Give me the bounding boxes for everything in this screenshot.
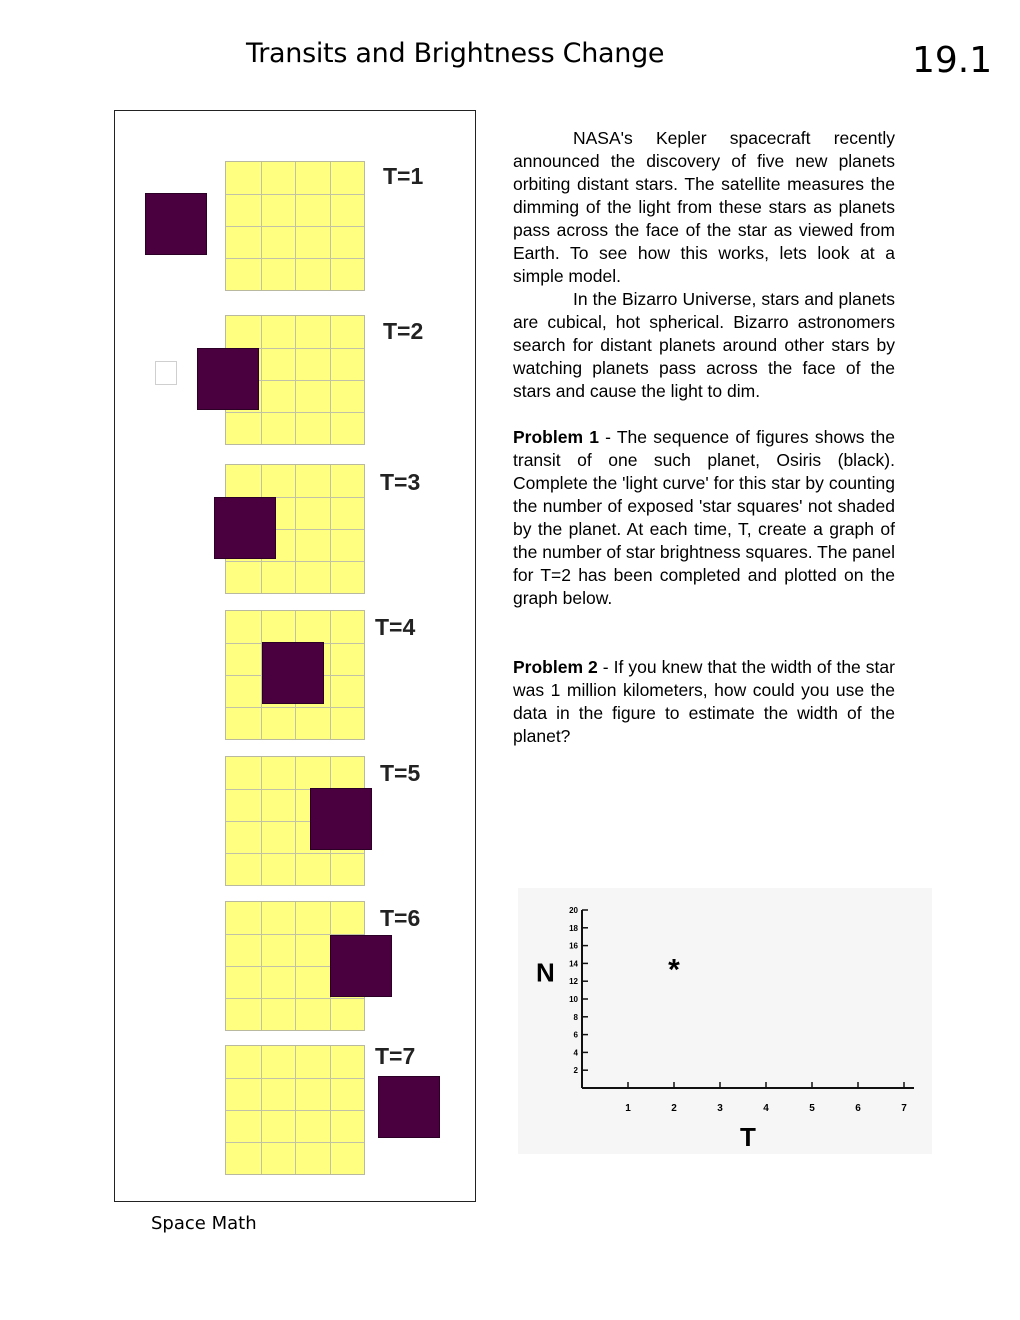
page-title: Transits and Brightness Change xyxy=(246,38,665,69)
y-tick-label: 8 xyxy=(573,1012,578,1022)
problem-1-label: Problem 1 xyxy=(513,427,599,447)
problem-1-text: - The sequence of figures shows the transit of one such planet, Osiris (black). Complete the 'light curve' for this star by counting the number of exposed 'star squares' not shaded by the planet. At each time, T, create a graph of the number of star brightness squares. The panel for T=2 has been completed and plotted on the graph below. xyxy=(513,427,895,608)
x-axis-label: T xyxy=(740,1122,756,1152)
grid-line xyxy=(330,316,331,444)
problem-2-text: - If you knew that the width of the star was 1 million kilometers, how could you use the data in the figure to estimate the width of the planet? xyxy=(513,657,895,746)
planet-osiris xyxy=(145,193,207,255)
x-tick-label: 5 xyxy=(809,1103,815,1114)
grid-line xyxy=(226,561,364,562)
grid-line xyxy=(330,611,331,739)
transit-figure xyxy=(114,110,476,1202)
time-label: T=6 xyxy=(380,905,421,931)
grid-line xyxy=(226,412,364,413)
footer: Space Math xyxy=(151,1213,257,1234)
ghost-square xyxy=(155,361,177,385)
grid-line xyxy=(226,998,364,999)
grid-line xyxy=(226,1110,364,1111)
y-tick-label: 6 xyxy=(573,1030,578,1040)
time-label: T=5 xyxy=(380,760,421,786)
grid-line xyxy=(330,465,331,593)
grid-line xyxy=(226,707,364,708)
grid-line xyxy=(330,1046,331,1174)
y-axis-label: N xyxy=(536,957,555,988)
star-grid xyxy=(225,161,365,291)
problem-2 xyxy=(513,656,895,748)
intro-paragraph-2: In the Bizarro Universe, stars and planets are cubical, hot spherical. Bizarro astronomers search for distant planets around other stars by watching planets pass across the face of the stars and cause the light to dim. xyxy=(513,289,895,401)
y-tick-label: 16 xyxy=(569,941,578,951)
grid-line xyxy=(226,853,364,854)
page-number: 19.1 xyxy=(912,40,993,81)
time-label: T=3 xyxy=(380,469,421,495)
grid-line xyxy=(226,226,364,227)
y-tick-label: 2 xyxy=(573,1066,578,1076)
y-tick-label: 20 xyxy=(569,906,578,915)
text-column xyxy=(513,127,895,748)
y-tick-label: 14 xyxy=(569,959,578,969)
light-curve-svg xyxy=(518,888,932,1154)
planet-osiris xyxy=(197,348,259,410)
time-label: T=4 xyxy=(375,614,416,640)
problem-2-label: Problem 2 xyxy=(513,657,598,677)
intro-paragraph-1: NASA's Kepler spacecraft recently announced the discovery of five new planets orbiting distant stars. The satellite measures the dimming of the light from these stars as planets pass across the face of the star as viewed from Earth. To see how this works, lets look at a simple model. xyxy=(513,128,895,286)
grid-line xyxy=(226,1142,364,1143)
x-tick-label: 2 xyxy=(671,1103,677,1114)
time-label: T=7 xyxy=(375,1043,416,1069)
planet-osiris xyxy=(262,642,324,704)
grid-line xyxy=(330,162,331,290)
x-tick-label: 6 xyxy=(855,1103,861,1114)
y-tick-label: 10 xyxy=(569,995,578,1004)
star-grid xyxy=(225,1045,365,1175)
x-tick-label: 7 xyxy=(901,1103,907,1114)
problem-1 xyxy=(513,426,895,610)
planet-osiris xyxy=(330,935,392,997)
planet-osiris xyxy=(378,1076,440,1138)
planet-osiris xyxy=(214,497,276,559)
time-label: T=1 xyxy=(383,163,424,189)
y-tick-label: 18 xyxy=(569,923,578,933)
x-tick-label: 4 xyxy=(763,1103,769,1114)
time-label: T=2 xyxy=(383,318,424,344)
x-tick-label: 1 xyxy=(625,1103,631,1114)
y-tick-label: 12 xyxy=(569,977,578,987)
grid-line xyxy=(226,258,364,259)
data-point: * xyxy=(668,953,680,987)
x-tick-label: 3 xyxy=(717,1103,723,1114)
y-tick-label: 4 xyxy=(573,1048,578,1058)
light-curve-graph xyxy=(518,888,932,1154)
planet-osiris xyxy=(310,788,372,850)
